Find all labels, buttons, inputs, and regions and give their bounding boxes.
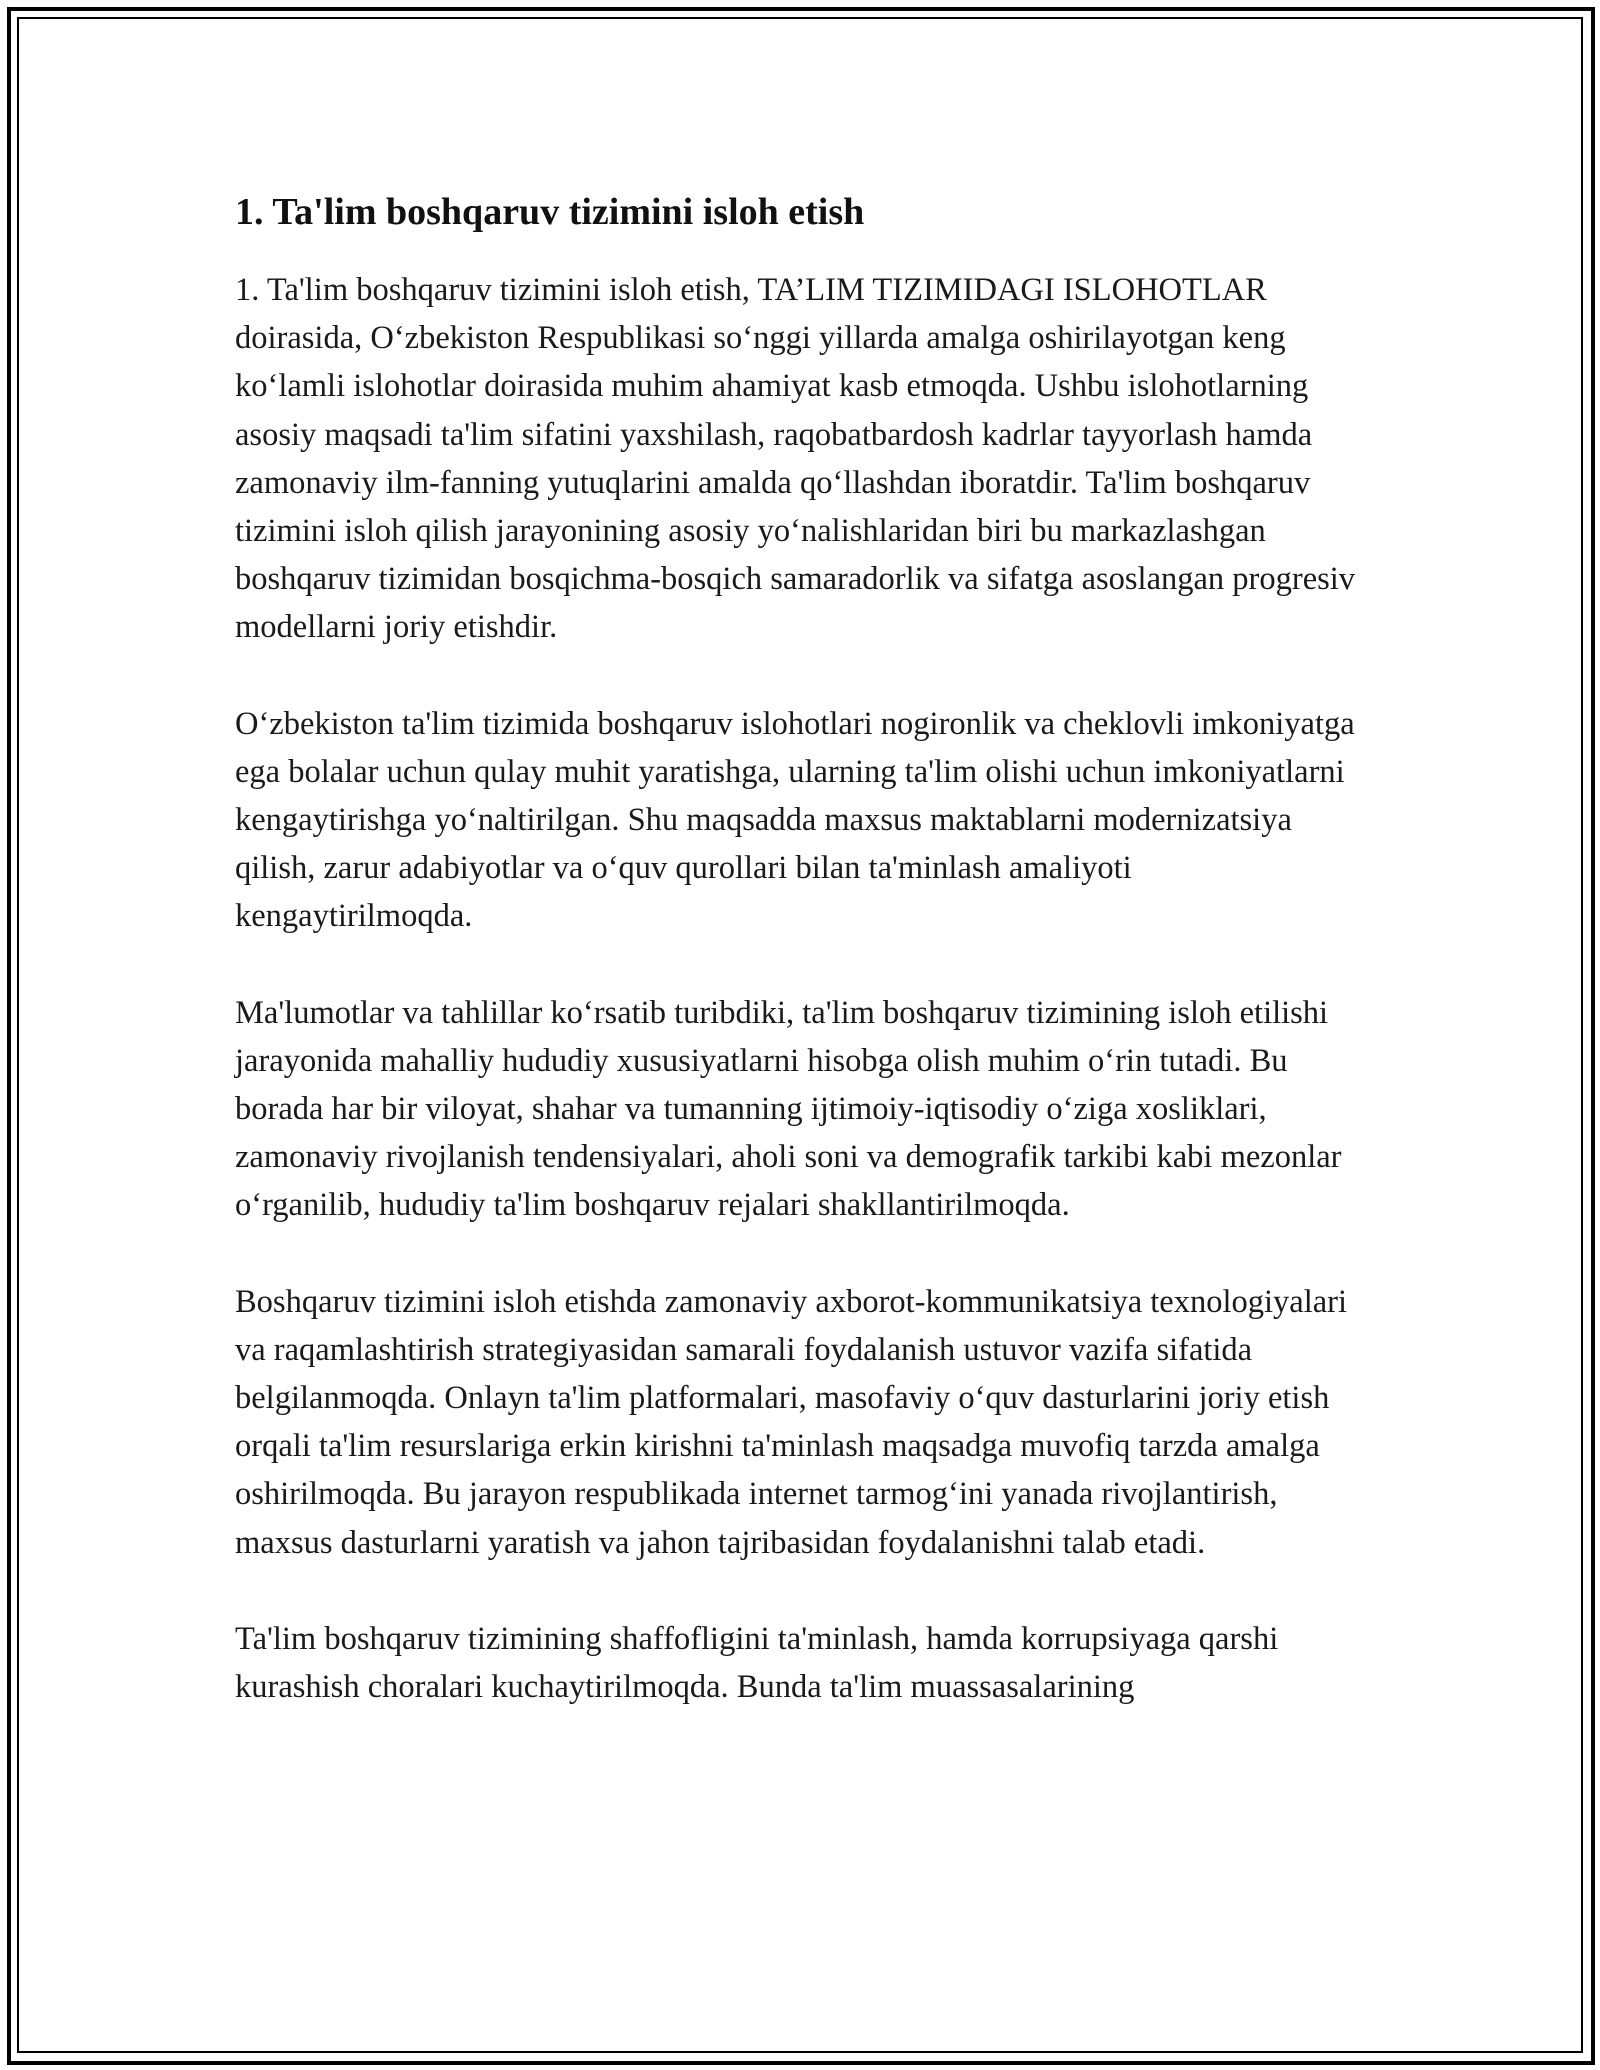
paragraph-2: O‘zbekiston ta'lim tizimida boshqaruv islohotlari nogironlik va cheklovli imkoniyatga ega bolalar uchun qulay muhit yaratishga, ularning ta'lim olishi uchun imkoniyatlarni kengaytirishga yo‘naltirilgan. Shu maqsadda maxsus maktablarni modernizatsiya qilish, zarur adabiyotlar va o‘quv qurollari bilan ta'minlash amaliyoti kengaytirilmoqda. xyxy=(235,705,1355,935)
paragraph-1: 1. Ta'lim boshqaruv tizimini isloh etish, TA’LIM TIZIMIDAGI ISLOHOTLAR doirasida, O‘zbekiston Respublikasi so‘nggi yillarda amalga oshirilayotgan keng ko‘lamli islohotlar doirasida muhim ahamiyat kasb etmoqda. Ushbu islohotlarning asosiy maqsadi ta'lim sifatini yaxshilash, raqobatbardosh kadrlar tayyorlash hamda zamonaviy ilm-fanning yutuqlarini amalda qo‘llashdan iboratdir. Ta'lim boshqaruv tizimini isloh qilish jarayonining asosiy yo‘nalishlaridan biri bu markazlashgan boshqaruv tizimidan bosqichma-bosqich samaradorlik va sifatga asoslangan progresiv modellarni joriy etishdir. xyxy=(235,272,1356,646)
paragraph-5: Ta'lim boshqaruv tizimining shaffofligini ta'minlash, hamda korrupsiyaga qarshi kurashish choralari kuchaytirilmoqda. Bunda ta'lim muassasalarining xyxy=(235,1620,1279,1706)
document-body xyxy=(235,184,1365,1759)
paragraph-4: Boshqaruv tizimini isloh etishda zamonaviy axborot-kommunikatsiya texnologiyalari va raqamlashtirish strategiyasidan samarali foydalanish ustuvor vazifa sifatida belgilanmoqda. Onlayn ta'lim platformalari, masofaviy o‘quv dasturlarini joriy etish orqali ta'lim resurslariga erkin kirishni ta'minlash maqsadga muvofiq tarzda amalga oshirilmoqda. Bu jarayon respublikada internet tarmog‘ini yanada rivojlantirish, maxsus dasturlarni yaratish va jahon tajribasidan foydalanishni talab etadi. xyxy=(235,1283,1348,1561)
paragraph-3: Ma'lumotlar va tahlillar ko‘rsatib turibdiki, ta'lim boshqaruv tizimining isloh etilishi jarayonida mahalliy hududiy xususiyatlarni hisobga olish muhim o‘rin tutadi. Bu borada har bir viloyat, shahar va tumanning ijtimoiy-iqtisodiy o‘ziga xosliklari, zamonaviy rivojlanish tendensiyalari, aholi soni va demografik tarkibi kabi mezonlar o‘rganilib, hududiy ta'lim boshqaruv rejalari shakllantirilmoqda. xyxy=(235,994,1342,1224)
section-heading: 1. Ta'lim boshqaruv tizimini isloh etish xyxy=(235,191,865,233)
